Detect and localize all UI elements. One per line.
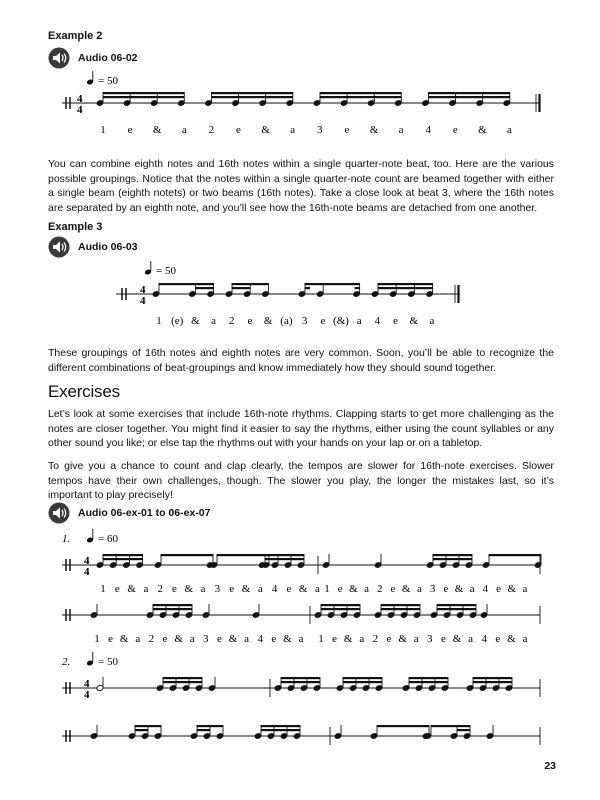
count-syllable: 2 [229, 315, 235, 327]
beam [321, 604, 360, 606]
beam [433, 554, 472, 556]
count-syllable: 1 [318, 633, 324, 645]
count-syllable: a [315, 583, 320, 595]
count-syllable: a [298, 633, 304, 645]
example3-heading: Example 3 [48, 221, 103, 233]
beam [437, 608, 476, 610]
count-syllable: & [241, 583, 251, 595]
paragraph-groupings: You can combine eighth notes and 16th notes within a single quarter-note beat, too. Here are the various possible groupings. Notice that the notes within a single quarter-note count are beamed together with either a single beam (eighth notets) or two beams (16th notes). Take a close look at beat 3, where the 16th notes are separated by an eighth note, and you’ll see how the 16th-note beams are detached from one another. [48, 158, 554, 214]
count-syllable: e [236, 124, 241, 136]
count-syllable: 2 [208, 124, 215, 136]
count-syllable: & [119, 633, 129, 645]
time-signature-top: 4 [140, 284, 146, 296]
count-syllable: e [390, 583, 396, 595]
count-syllable: 1 [94, 633, 100, 645]
beam [261, 729, 300, 731]
tempo-text: = 50 [156, 265, 176, 277]
beam [135, 725, 161, 727]
beam [281, 681, 320, 683]
beam [281, 677, 320, 679]
count-syllable: a [244, 633, 250, 645]
beam [473, 681, 512, 683]
paragraph-exercises-intro: Let’s look at some exercises that include 16th-note rhythms. Clapping starts to get more challenging as the notes are closer together. You might find it easier to say the rhythms, either using the count syllables or any other sound you like; or else tap the rhythms out with your hands on your lap or on a tabletop. [48, 408, 554, 449]
count-syllable: e [386, 633, 392, 645]
beam [163, 681, 202, 683]
beam [261, 725, 300, 727]
count-syllable: e [495, 633, 501, 645]
beam [217, 554, 269, 556]
beam [457, 729, 470, 731]
count-syllable: & [454, 583, 464, 595]
count-syllable: a [522, 633, 528, 645]
count-syllable: a [429, 315, 435, 327]
count-syllable: e [332, 633, 338, 645]
beam [153, 608, 192, 610]
count-syllable: e [443, 583, 449, 595]
count-syllable: 3 [429, 583, 436, 595]
beam [409, 681, 448, 683]
page-number: 23 [544, 760, 556, 772]
count-syllable: e [320, 315, 326, 327]
count-syllable: e [162, 633, 168, 645]
count-syllable: a [364, 583, 370, 595]
beam [103, 554, 143, 556]
count-syllable: e [271, 633, 277, 645]
count-syllable: & [349, 583, 358, 595]
count-syllable: 3 [317, 124, 323, 136]
beam [163, 677, 202, 679]
paragraph-exercises-tempo: To give you a chance to count and clap clearly, the tempos are slower for 16th-note exercises. Slower tempos have their own challenges, though. The slower you play, the longer the mistakes last, so it’s important to play precisely! [48, 460, 554, 501]
count-syllable: & [343, 633, 353, 645]
count-syllable: a [290, 124, 296, 136]
count-syllable: 3 [427, 633, 433, 645]
count-syllable: & [298, 583, 308, 595]
beam [161, 554, 213, 556]
count-syllable: a [468, 633, 474, 645]
count-syllable: & [507, 633, 516, 645]
audio-label: Audio 06-ex-01 to 06-ex-07 [78, 507, 211, 519]
time-signature-bottom: 4 [84, 566, 90, 578]
beam [153, 604, 192, 606]
count-syllable: a [181, 124, 187, 136]
time-signature-bottom: 4 [84, 689, 90, 701]
count-syllable: e [496, 583, 502, 595]
count-syllable: e [229, 583, 235, 595]
count-syllable: 3 [203, 633, 209, 645]
tempo-text: = 50 [98, 75, 118, 87]
time-signature-top: 4 [77, 93, 83, 105]
count-syllable: (e) [171, 315, 184, 327]
beam [409, 677, 448, 679]
tempo-text: = 60 [98, 533, 118, 545]
count-syllable: 4 [374, 315, 381, 327]
count-syllable: 2 [148, 633, 155, 645]
beam [197, 725, 223, 727]
count-syllable: & [409, 315, 419, 327]
count-syllable: (&) [333, 315, 349, 327]
exercise2-number: 2. [62, 656, 71, 668]
time-signature-top: 4 [84, 678, 90, 690]
count-syllable: & [127, 583, 136, 595]
count-syllable: 3 [301, 315, 308, 327]
count-syllable: 4 [481, 633, 487, 645]
beam [343, 677, 382, 679]
beam [321, 608, 360, 610]
count-syllable: 4 [271, 583, 278, 595]
count-syllable: & [228, 633, 238, 645]
count-syllable: & [478, 124, 487, 136]
time-signature-bottom: 4 [140, 295, 146, 307]
count-syllable: & [283, 633, 292, 645]
count-syllable: a [416, 583, 422, 595]
count-syllable: e [216, 633, 222, 645]
count-syllable: e [114, 583, 120, 595]
beam [265, 554, 304, 556]
count-syllable: a [413, 633, 419, 645]
count-syllable: a [211, 315, 217, 327]
count-syllable: a [143, 583, 149, 595]
count-syllable: & [369, 124, 379, 136]
audio-label: Audio 06-03 [78, 241, 138, 253]
count-syllable: (a) [280, 315, 293, 327]
count-syllable: e [452, 124, 458, 136]
count-syllable: e [127, 124, 133, 136]
count-syllable: & [507, 583, 517, 595]
count-syllable: 1 [100, 124, 106, 136]
count-syllable: 2 [372, 633, 379, 645]
count-syllable: a [507, 124, 512, 136]
beam [265, 558, 304, 560]
count-syllable: a [522, 583, 528, 595]
count-syllable: e [108, 633, 114, 645]
beam [473, 677, 512, 679]
time-signature-bottom: 4 [77, 104, 83, 116]
count-syllable: & [261, 124, 270, 136]
count-syllable: e [286, 583, 292, 595]
count-syllable: e [344, 124, 350, 136]
count-syllable: 4 [425, 124, 431, 136]
count-syllable: a [469, 583, 475, 595]
beam [103, 558, 143, 560]
exercise1-number: 1. [62, 533, 71, 545]
count-syllable: a [356, 315, 362, 327]
count-syllable: & [174, 633, 183, 645]
beam [437, 604, 476, 606]
beam [381, 604, 420, 606]
beam [431, 725, 470, 727]
count-syllable: e [337, 583, 343, 595]
beam [377, 725, 429, 727]
count-syllable: e [440, 633, 446, 645]
count-syllable: 1 [156, 315, 162, 327]
count-syllable: 2 [157, 583, 163, 595]
count-syllable: & [184, 583, 194, 595]
count-syllable: 1 [100, 583, 106, 595]
count-syllable: a [359, 633, 365, 645]
beam [343, 681, 382, 683]
count-syllable: 4 [482, 583, 489, 595]
count-syllable: e [393, 315, 399, 327]
beam [489, 554, 541, 556]
beam [381, 608, 420, 610]
count-syllable: 2 [377, 583, 383, 595]
beam [135, 729, 148, 731]
beam [197, 729, 210, 731]
count-syllable: a [200, 583, 206, 595]
tempo-marking [86, 529, 118, 545]
count-syllable: a [257, 583, 263, 595]
count-syllable: e [247, 315, 253, 327]
time-signature-top: 4 [84, 555, 90, 567]
count-syllable: a [189, 633, 195, 645]
count-syllable: & [263, 315, 273, 327]
example2-heading: Example 2 [48, 30, 103, 42]
paragraph-common-groupings: These groupings of 16th notes and eighth notes are very common. Soon, you’ll be able to recognize the different combinations of beat-groupings and know immediately how they should sound together. [48, 347, 554, 374]
count-syllable: & [452, 633, 462, 645]
beam [433, 558, 472, 560]
audio-label: Audio 06-02 [78, 52, 138, 64]
count-syllable: & [152, 124, 162, 136]
count-syllable: & [398, 633, 407, 645]
count-syllable: & [401, 583, 411, 595]
count-syllable: 1 [324, 583, 330, 595]
tempo-text: = 50 [98, 656, 118, 668]
count-syllable: & [191, 315, 200, 327]
count-syllable: 4 [257, 633, 263, 645]
count-syllable: a [135, 633, 141, 645]
count-syllable: 3 [214, 583, 221, 595]
tempo-marking [86, 652, 118, 668]
exercises-title: Exercises [48, 382, 120, 401]
count-syllable: e [172, 583, 177, 595]
count-syllable: a [398, 124, 404, 136]
